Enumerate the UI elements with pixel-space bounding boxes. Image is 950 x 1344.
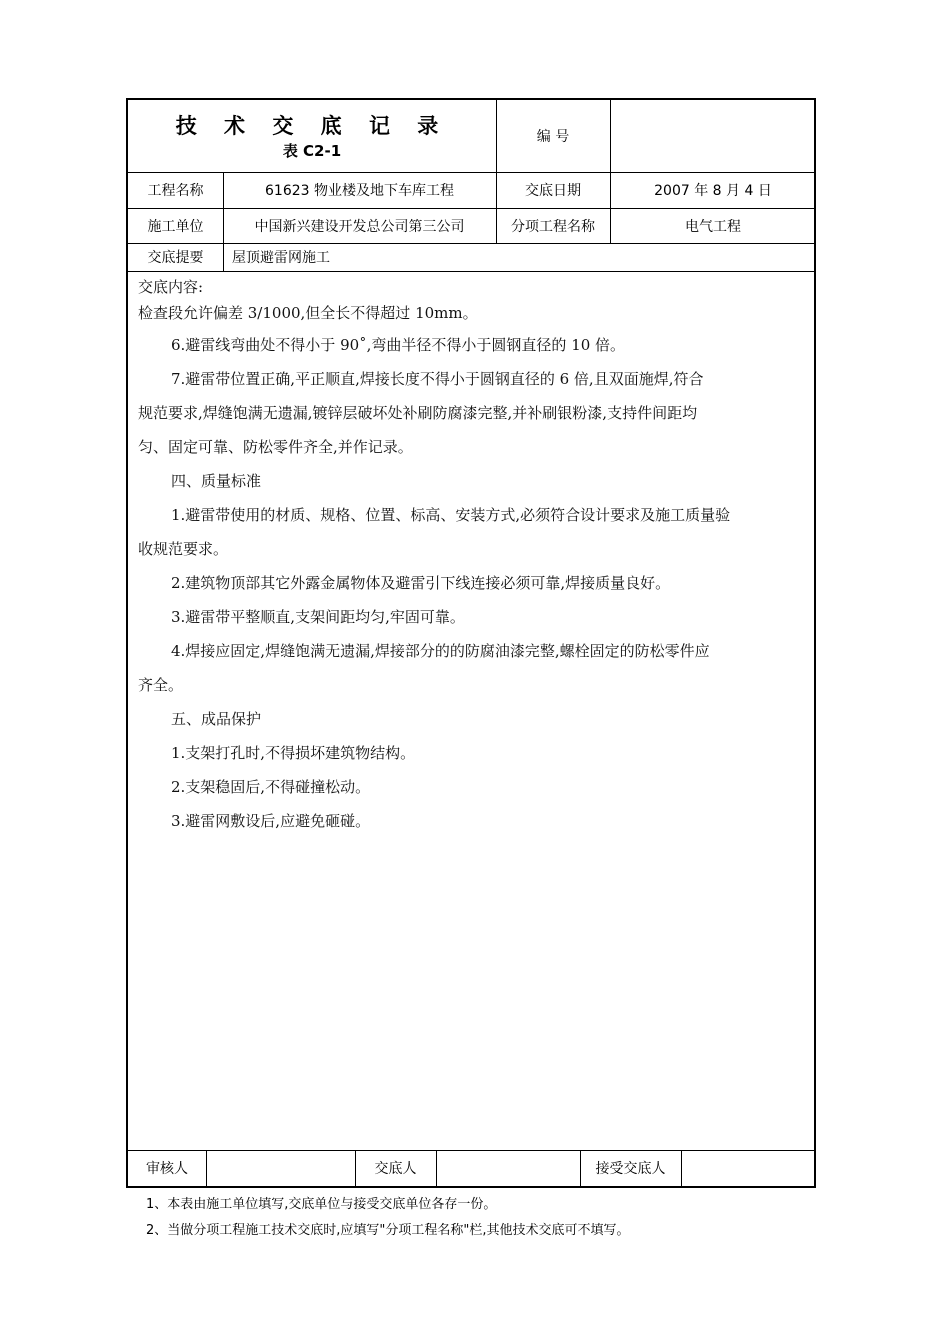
content-line: 6.避雷线弯曲处不得小于 90˚,弯曲半径不得小于圆钢直径的 10 倍。	[171, 336, 626, 354]
receiver-field[interactable]	[681, 1150, 816, 1186]
summary-value[interactable]: 屋顶避雷网施工	[232, 250, 330, 266]
row-divider	[128, 271, 814, 272]
content-heading: 交底内容:	[138, 278, 204, 296]
project-name-label: 工程名称	[147, 183, 204, 199]
section-heading: 五、成品保护	[171, 710, 262, 728]
content-line: 3.避雷带平整顺直,支架间距均匀,牢固可靠。	[171, 608, 465, 626]
content-line: 检查段允许偏差 3/1000,但全长不得超过 10mm。	[138, 304, 478, 322]
content-line: 齐全。	[138, 676, 184, 694]
project-name-value[interactable]: 61623 物业楼及地下车库工程	[265, 183, 454, 199]
sub-project-value[interactable]: 电气工程	[685, 218, 741, 235]
summary-label: 交底提要	[147, 250, 204, 266]
content-line: 7.避雷带位置正确,平正顺直,焊接长度不得小于圆钢直径的 6 倍,且双面施焊,符合	[171, 370, 704, 388]
discloser-label: 交底人	[374, 1161, 417, 1177]
row-divider	[128, 243, 814, 244]
form-title: 技 术 交 底 记 录	[175, 114, 449, 138]
disclosure-record-form	[126, 98, 816, 1188]
receiver-label: 接受交底人	[595, 1161, 666, 1177]
form-number: 表 C2-1	[282, 142, 342, 160]
serial-number-value[interactable]	[610, 100, 816, 172]
construction-unit-value[interactable]: 中国新兴建设开发总公司第三公司	[254, 218, 465, 235]
content-line: 3.避雷网敷设后,应避免砸碰。	[171, 812, 371, 830]
content-line: 收规范要求。	[138, 540, 229, 558]
content-line: 1.支架打孔时,不得损坏建筑物结构。	[171, 744, 416, 762]
content-line: 1.避雷带使用的材质、规格、位置、标高、安装方式,必须符合设计要求及施工质量验	[171, 506, 731, 524]
disclosure-content	[138, 276, 810, 838]
footnote: 2、当做分项工程施工技术交底时,应填写"分项工程名称"栏,其他技术交底可不填写。	[146, 1223, 630, 1238]
discloser-field[interactable]	[436, 1150, 580, 1186]
footnote: 1、本表由施工单位填写,交底单位与接受交底单位各存一份。	[146, 1197, 497, 1212]
content-line: 匀、固定可靠、防松零件齐全,并作记录。	[138, 438, 413, 456]
disclosure-date-value[interactable]: 2007 年 8 月 4 日	[654, 183, 772, 199]
section-heading: 四、质量标准	[171, 472, 262, 490]
content-line: 规范要求,焊缝饱满无遗漏,镀锌层破坏处补刷防腐漆完整,并补刷银粉漆,支持件间距均	[138, 404, 698, 422]
serial-number-label: 编 号	[536, 129, 570, 145]
disclosure-date-label: 交底日期	[525, 183, 581, 199]
content-line: 4.焊接应固定,焊缝饱满无遗漏,焊接部分的的防腐油漆完整,螺栓固定的防松零件应	[171, 642, 710, 660]
content-line: 2.支架稳固后,不得碰撞松动。	[171, 778, 371, 796]
content-line: 2.建筑物顶部其它外露金属物体及避雷引下线连接必须可靠,焊接质量良好。	[171, 574, 671, 592]
reviewer-field[interactable]	[206, 1150, 355, 1186]
sub-project-label: 分项工程名称	[511, 218, 595, 235]
reviewer-label: 审核人	[146, 1161, 188, 1177]
construction-unit-label: 施工单位	[147, 218, 204, 235]
